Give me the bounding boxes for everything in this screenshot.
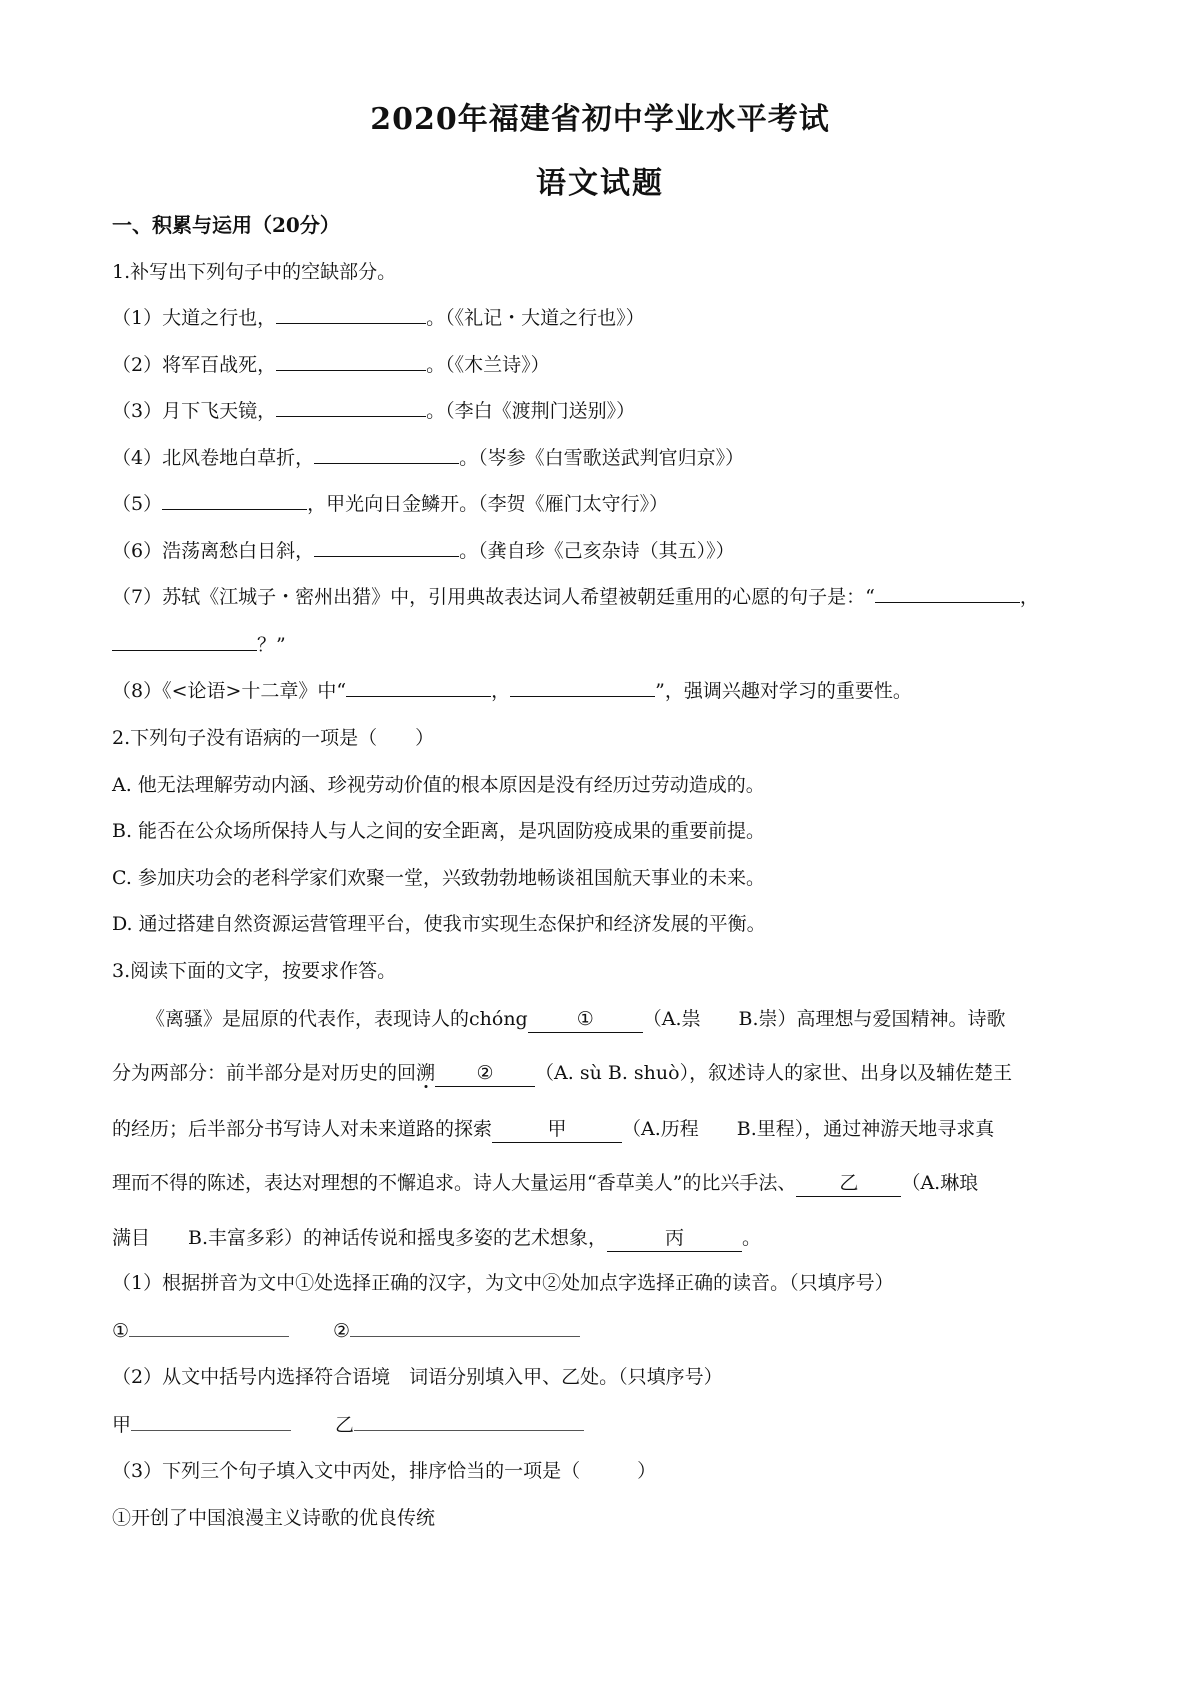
q1-item-2 (112, 350, 550, 380)
answer-blank[interactable] (276, 350, 426, 371)
answer-blank[interactable] (314, 536, 459, 557)
q1-item-8-text: （8）《<论语>十二章》中“ (112, 680, 347, 702)
q1-item-7-text: （7）苏轼《江城子・密州出猎》中，引用典故表达词人希望被朝廷重用的心愿的句子是：“ (112, 586, 875, 608)
q3-sub-2: （2）从文中括号内选择符合语境 词语分别填入甲、乙处。（只填序号） (112, 1366, 723, 1388)
q1-item-5-text: （5） (112, 493, 163, 515)
answer-blank[interactable] (346, 676, 491, 697)
q1-item-8-comma: ， (491, 680, 511, 702)
q2-option-b: B. 能否在公众场所保持人与人之间的安全距离，是巩固防疫成果的重要前提。 (112, 820, 766, 842)
q1-item-8-end: ”，强调兴趣对学习的重要性。 (655, 680, 912, 702)
q1-item-6-text: （6）浩荡离愁白日斜， (112, 540, 315, 562)
answer-label: 甲 (112, 1414, 132, 1436)
q1-item-5-source: ，甲光向日金鳞开。（李贺《雁门太守行》） (307, 493, 669, 515)
q3-sub-3-option-1: ①开创了中国浪漫主义诗歌的优良传统 (112, 1507, 436, 1529)
answer-blank[interactable] (276, 396, 426, 417)
q1-item-6-source: 。（龚自珍《己亥杂诗（其五）》） (459, 540, 735, 562)
q1-stem: 1.补写出下列句子中的空缺部分。 (112, 261, 397, 283)
q1-item-6 (112, 536, 735, 566)
q1-item-3-source: 。（李白《渡荆门送别》） (426, 400, 636, 422)
q1-item-1-source: 。（《礼记・大道之行也》） (426, 307, 645, 329)
q2-stem: 2.下列句子没有语病的一项是（ ） (112, 727, 435, 749)
answer-blank[interactable] (314, 443, 459, 464)
answer-blank[interactable] (276, 303, 426, 324)
passage-text: 满目 B.丰富多彩）的神话传说和摇曳多姿的艺术想象， (112, 1227, 608, 1249)
fill-blank-1[interactable]: ① (528, 1006, 643, 1033)
passage-text: （A.祟 B.崇）高理想与爱国精神。诗歌 (642, 1008, 1006, 1030)
passage-text: 。 (742, 1227, 762, 1249)
answer-label: 乙 (335, 1414, 355, 1436)
passage-text: 分为两部分：前半部分是对历史的回 (112, 1062, 417, 1084)
q1-item-2-source: 。（《木兰诗》） (426, 354, 550, 376)
passage-text: （A.琳琅 (901, 1172, 979, 1194)
q1-item-4-source: 。（岑参《白雪歌送武判官归京》） (459, 447, 745, 469)
q1-item-3-text: （3）月下飞天镜， (112, 400, 277, 422)
q1-item-4-text: （4）北风卷地白草折， (112, 447, 315, 469)
exam-title: 2020年福建省初中学业水平考试 (370, 102, 830, 137)
section-heading: 一、积累与运用（20分） (112, 213, 340, 237)
fill-blank-yi[interactable]: 乙 (796, 1170, 901, 1197)
q1-item-7-comma: ， (1019, 586, 1039, 608)
q3-sub-1: （1）根据拼音为文中①处选择正确的汉字，为文中②处加点字选择正确的读音。（只填序号） (112, 1272, 894, 1294)
q1-item-3 (112, 396, 635, 426)
q3-sub-1-answers (112, 1316, 580, 1346)
answer-blank[interactable] (131, 1410, 291, 1431)
q1-item-4 (112, 443, 744, 473)
answer-blank[interactable] (510, 676, 655, 697)
fill-blank-bing[interactable]: 丙 (607, 1225, 742, 1252)
answer-blank[interactable] (162, 489, 307, 510)
q3-passage-line-5 (112, 1223, 761, 1253)
passage-text: （A.历程 B.里程），通过神游天地寻求真 (622, 1118, 995, 1140)
q3-passage-line-4 (112, 1168, 978, 1198)
passage-text: 理而不得的陈述，表达对理想的不懈追求。诗人大量运用“香草美人”的比兴手法、 (112, 1172, 797, 1194)
q1-item-7-cont (112, 630, 286, 660)
answer-blank[interactable] (354, 1410, 584, 1431)
answer-label: ① (112, 1320, 130, 1342)
q2-option-d: D. 通过搭建自然资源运营管理平台，使我市实现生态保护和经济发展的平衡。 (112, 913, 766, 935)
q3-stem: 3.阅读下面的文字，按要求作答。 (112, 960, 397, 982)
q1-item-5 (112, 489, 668, 519)
passage-text: 《离骚》是屈原的代表作，表现诗人的chóng (146, 1008, 528, 1030)
q2-option-c: C. 参加庆功会的老科学家们欢聚一堂，兴致勃勃地畅谈祖国航天事业的未来。 (112, 867, 765, 889)
exam-subtitle: 语文试题 (536, 166, 664, 201)
q1-item-1 (112, 303, 645, 333)
answer-blank[interactable] (350, 1316, 580, 1337)
passage-text: 的经历；后半部分书写诗人对未来道路的探索 (112, 1118, 493, 1140)
answer-label: ② (333, 1320, 351, 1342)
passage-text: （A. sù B. shuò），叙述诗人的家世、出身以及辅佐楚王 (535, 1062, 1013, 1084)
q1-item-7-end: ？” (257, 634, 286, 656)
q3-passage-line-1 (146, 1004, 1005, 1034)
q3-passage-line-2 (112, 1058, 1012, 1088)
q2-option-a: A. 他无法理解劳动内涵、珍视劳动价值的根本原因是没有经历过劳动造成的。 (112, 774, 765, 796)
answer-blank[interactable] (875, 582, 1020, 603)
q1-item-2-text: （2）将军百战死， (112, 354, 277, 376)
q3-sub-2-answers (112, 1410, 584, 1440)
fill-blank-2[interactable]: ② (435, 1060, 535, 1087)
q1-item-7 (112, 582, 1039, 612)
dotted-char: 溯 (416, 1062, 436, 1084)
answer-blank[interactable] (112, 630, 257, 651)
q3-sub-3: （3）下列三个句子填入文中丙处，排序恰当的一项是（ ） (112, 1460, 657, 1482)
q1-item-1-text: （1）大道之行也， (112, 307, 277, 329)
q1-item-8 (112, 676, 912, 706)
q3-passage-line-3 (112, 1114, 994, 1144)
fill-blank-jia[interactable]: 甲 (492, 1116, 622, 1143)
answer-blank[interactable] (129, 1316, 289, 1337)
